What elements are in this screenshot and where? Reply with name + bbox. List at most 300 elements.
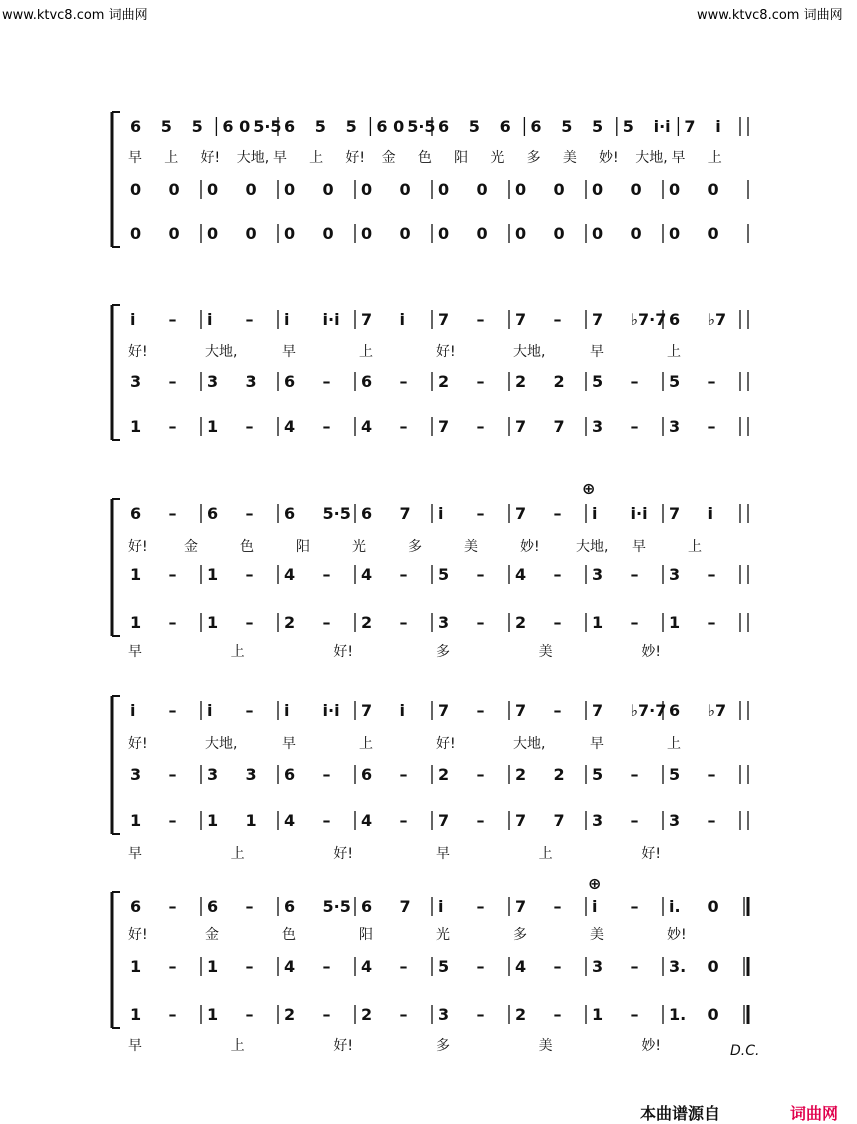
note: 4 [515,957,527,976]
note: 0 [168,224,180,243]
note: 5·5 [253,117,282,136]
lyric-syllable: 妙! [641,644,661,660]
note: 1 [669,613,681,632]
note: – [707,565,716,584]
lyric-syllable: 早 [128,644,142,660]
note: 0 [707,957,719,976]
note: 3 [245,765,257,784]
note: 3 [207,372,219,391]
note: 0 [207,224,219,243]
note: 6 [499,117,511,136]
note: – [476,565,485,584]
note: – [322,811,331,830]
note: 0 [207,180,219,199]
note: – [322,417,331,436]
note: 7 [438,417,450,436]
note: 4 [361,957,373,976]
note: – [168,811,177,830]
lyric-syllable: 早 [128,846,142,862]
lyric-syllable: 好! [128,344,148,360]
note: 6 [130,117,142,136]
lyric-syllable: 光 [352,539,366,555]
lyric-syllable: 妙! [599,150,619,166]
note: 2 [438,372,450,391]
lyric-syllable: 大地, [513,736,546,752]
lyric-syllable: 美 [562,150,577,166]
lyric-syllable: 上 [667,344,681,360]
lyric-syllable: 金 [184,539,198,555]
note: – [630,957,639,976]
note: 3 [245,372,257,391]
note: 6 [130,504,142,523]
note: 6 [530,117,542,136]
note: 0 [245,180,257,199]
note: 4 [361,417,373,436]
note: 1. [669,1005,687,1024]
note: – [553,701,562,720]
note: 5 [191,117,203,136]
note: 6 [438,117,450,136]
note: 5·5 [322,504,351,523]
note: 6 0 [222,117,251,136]
dc-mark: D.C. [730,1043,760,1059]
watermark-left: www.ktvc8.com 词曲网 [2,8,148,23]
note: i [715,117,721,136]
lyric-syllable: 上 [230,1038,245,1054]
lyric-syllable: 上 [688,539,702,555]
lyric-syllable: 色 [240,539,254,555]
note: 2 [361,613,373,632]
lyric-syllable: 好! [333,846,353,862]
note: 5 [438,565,450,584]
note: 0 [399,224,411,243]
note: 1 [592,613,604,632]
note: – [399,372,408,391]
note: – [168,565,177,584]
note: 0 [630,224,642,243]
note: 1 [207,1005,219,1024]
lyric-syllable: 美 [464,539,478,555]
note: 0 [553,180,565,199]
note: 4 [284,565,296,584]
note: 3 [592,565,604,584]
note: 7 [669,504,681,523]
note: – [322,613,331,632]
note: 7 [399,897,411,916]
note: 5 [345,117,357,136]
note: – [630,811,639,830]
note: – [476,417,485,436]
note: 2 [515,372,527,391]
note: 6 [130,897,142,916]
note: 6 [361,372,373,391]
note: 3. [669,957,687,976]
note: 0 [669,224,681,243]
note: i [438,897,444,916]
note: 1 [130,811,142,830]
note: 0 [361,224,373,243]
note: 2 [361,1005,373,1024]
note: – [399,417,408,436]
lyric-syllable: 上 [359,344,373,360]
note: i [284,701,290,720]
lyric-syllable: 色 [417,150,432,166]
note: – [168,372,177,391]
note: – [630,765,639,784]
lyric-syllable: 金 [381,150,396,166]
note: 6 [669,701,681,720]
note: 1 [592,1005,604,1024]
note: – [707,417,716,436]
note: – [322,957,331,976]
note: i [399,701,405,720]
lyric-syllable: 美 [590,927,604,943]
note: – [630,372,639,391]
note: 5 [592,372,604,391]
lyric-syllable: 大地, [236,150,270,166]
note: – [707,613,716,632]
note: 7 [438,811,450,830]
lyric-syllable: 上 [707,150,722,166]
note: – [630,1005,639,1024]
note: – [245,504,254,523]
note: 0 [707,897,719,916]
note: 7 [592,701,604,720]
note: – [553,565,562,584]
lyric-syllable: 大地, [576,539,609,555]
lyric-syllable: 上 [309,150,324,166]
note: – [553,310,562,329]
note: – [245,1005,254,1024]
lyric-syllable: 好! [200,150,221,166]
lyric-syllable: 阳 [454,150,469,166]
lyric-syllable: 早 [128,150,142,166]
note: i [438,504,444,523]
note: 3 [669,565,681,584]
note: 3 [592,957,604,976]
lyric-syllable: 上 [230,846,245,862]
lyric-syllable: 多 [513,927,527,943]
lyric-syllable: 早 [590,344,604,360]
note: 5·5 [407,117,436,136]
note: i [592,897,598,916]
note: 7 [361,310,373,329]
note: 5 [622,117,634,136]
note: 1 [207,417,219,436]
note: – [168,310,177,329]
note: 0 [707,1005,719,1024]
note: 2 [553,765,565,784]
note: i·i [653,117,671,136]
note: 5 [669,765,681,784]
note: – [630,613,639,632]
coda-symbol: ⊕ [582,479,596,498]
note: 0 [438,224,450,243]
note: 6 [284,765,296,784]
note: 5 [669,372,681,391]
note: – [476,765,485,784]
note: – [322,1005,331,1024]
note: – [630,565,639,584]
note: – [168,765,177,784]
note: 4 [361,811,373,830]
note: 5 [438,957,450,976]
note: 0 [399,180,411,199]
note: 1 [130,1005,142,1024]
note: – [399,765,408,784]
note: 3 [592,811,604,830]
note: – [322,565,331,584]
note: 0 [322,180,334,199]
note: ♭7·7 [630,310,667,329]
note: 6 [669,310,681,329]
footer-source: 本曲谱源自 [640,1104,721,1123]
lyric-syllable: 美 [538,1038,553,1054]
lyric-syllable: 好! [436,344,456,360]
lyric-syllable: 妙! [641,1038,661,1054]
lyric-syllable: 美 [538,644,553,660]
note: 3 [207,765,219,784]
note: i. [669,897,681,916]
note: 7 [515,417,527,436]
note: – [168,504,177,523]
note: 2 [284,1005,296,1024]
note: i·i [322,701,340,720]
note: – [476,811,485,830]
note: – [476,372,485,391]
note: 0 [553,224,565,243]
note: 2 [438,765,450,784]
note: 5 [592,765,604,784]
note: – [168,897,177,916]
note: 6 [284,117,296,136]
note: – [630,897,639,916]
lyric-syllable: 早 [632,539,646,555]
note: 7 [399,504,411,523]
note: – [553,613,562,632]
note: i [130,701,136,720]
lyric-syllable: 早 [272,150,287,166]
lyric-syllable: 早 [671,150,686,166]
note: 3 [669,417,681,436]
note: – [168,701,177,720]
lyric-syllable: 好! [641,846,661,862]
lyric-syllable: 阳 [296,539,310,555]
note: – [399,565,408,584]
note: 4 [284,957,296,976]
note: – [399,613,408,632]
note: i [207,701,213,720]
note: – [707,372,716,391]
note: – [707,765,716,784]
lyric-syllable: 多 [408,539,422,555]
lyric-syllable: 光 [490,150,505,166]
note: i [399,310,405,329]
note: – [245,957,254,976]
lyric-syllable: 上 [164,150,179,166]
lyric-syllable: 好! [333,644,353,660]
note: 6 [361,504,373,523]
note: – [322,372,331,391]
note: – [245,701,254,720]
note: 3 [130,765,142,784]
note: – [245,565,254,584]
note: – [476,504,485,523]
note: 1 [207,811,219,830]
lyric-syllable: 大地, [513,344,546,360]
note: ♭7·7 [630,701,667,720]
lyric-syllable: 大地, [205,344,238,360]
note: – [553,1005,562,1024]
lyric-syllable: 多 [436,644,450,660]
lyric-syllable: 金 [205,927,219,943]
lyric-syllable: 多 [526,150,541,166]
note: 7 [515,897,527,916]
note: 5 [592,117,604,136]
note: – [553,897,562,916]
note: 1 [130,957,142,976]
note: 0 [669,180,681,199]
note: 2 [284,613,296,632]
note: 4 [361,565,373,584]
note: 4 [284,811,296,830]
note: 3 [592,417,604,436]
note: 7 [684,117,696,136]
lyric-syllable: 上 [230,644,245,660]
note: 4 [284,417,296,436]
lyric-syllable: 早 [282,344,296,360]
note: 2 [553,372,565,391]
lyric-syllable: 上 [359,736,373,752]
note: 1 [207,565,219,584]
note: 6 [207,897,219,916]
note: 2 [515,613,527,632]
lyric-syllable: 好! [128,736,148,752]
watermark-right: www.ktvc8.com 词曲网 [697,8,843,23]
note: i [130,310,136,329]
lyric-syllable: 好! [436,736,456,752]
note: i·i [630,504,648,523]
note: 0 [476,180,488,199]
note: 4 [515,565,527,584]
note: 0 [438,180,450,199]
lyric-syllable: 妙! [667,927,687,943]
lyric-syllable: 色 [282,927,296,943]
note: 0 [707,180,719,199]
note: 0 [515,180,527,199]
note: 1 [245,811,257,830]
note: 1 [130,565,142,584]
lyric-syllable: 光 [436,927,450,943]
note: – [168,1005,177,1024]
note: – [245,417,254,436]
note: 3 [438,613,450,632]
note: 6 [207,504,219,523]
note: – [553,504,562,523]
note: 0 [130,180,142,199]
note: 0 [168,180,180,199]
note: – [168,417,177,436]
note: 5 [561,117,573,136]
lyric-syllable: 上 [538,846,553,862]
note: 1 [130,417,142,436]
note: 0 [245,224,257,243]
coda-symbol: ⊕ [588,874,602,893]
note: 7 [592,310,604,329]
lyric-syllable: 阳 [359,927,373,943]
note: ♭7 [707,310,727,329]
note: 0 [284,224,296,243]
note: 3 [669,811,681,830]
note: – [399,957,408,976]
note: – [245,897,254,916]
note: 0 [476,224,488,243]
lyric-syllable: 早 [590,736,604,752]
note: – [245,613,254,632]
note: 7 [553,417,565,436]
note: 3 [438,1005,450,1024]
note: 7 [438,310,450,329]
note: – [476,701,485,720]
lyric-syllable: 早 [436,846,450,862]
note: 0 [707,224,719,243]
note: 7 [438,701,450,720]
note: 1 [130,613,142,632]
note: – [399,1005,408,1024]
note: 6 [284,897,296,916]
lyric-syllable: 好! [128,927,148,943]
note: – [476,897,485,916]
note: 0 [592,224,604,243]
lyric-syllable: 大地, [205,736,238,752]
note: 5·5 [322,897,351,916]
note: 7 [515,701,527,720]
lyric-syllable: 妙! [520,539,540,555]
lyric-syllable: 上 [667,736,681,752]
lyric-syllable: 好! [128,539,148,555]
note: 0 [284,180,296,199]
note: 6 [284,504,296,523]
note: – [553,957,562,976]
note: – [476,1005,485,1024]
note: 1 [207,613,219,632]
note: 6 [361,897,373,916]
note: 0 [592,180,604,199]
note: i [592,504,598,523]
note: i [707,504,713,523]
note: 2 [515,765,527,784]
note: – [168,957,177,976]
note: – [399,811,408,830]
note: 0 [630,180,642,199]
note: 7 [515,811,527,830]
note: 5 [160,117,172,136]
note: 6 [284,372,296,391]
note: 2 [515,1005,527,1024]
note: 7 [553,811,565,830]
note: ♭7 [707,701,727,720]
note: 5 [468,117,480,136]
note: 6 [361,765,373,784]
note: 0 [130,224,142,243]
note: i [284,310,290,329]
lyric-syllable: 好! [333,1038,353,1054]
lyric-syllable: 早 [128,1038,142,1054]
note: – [168,613,177,632]
note: – [322,765,331,784]
lyric-syllable: 早 [282,736,296,752]
note: 7 [515,504,527,523]
